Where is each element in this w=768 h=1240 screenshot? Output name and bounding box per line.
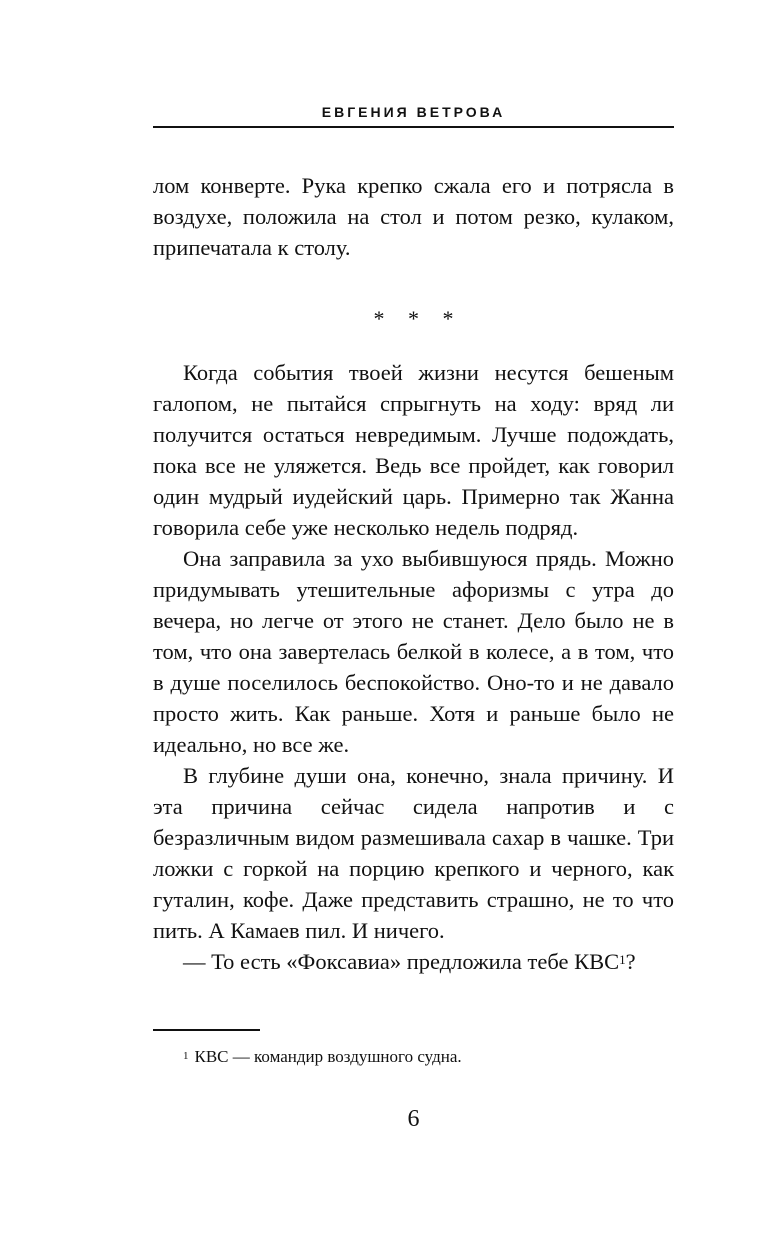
- page-number: 6: [407, 1106, 420, 1132]
- paragraph-2: Она заправила за ухо выбившуюся прядь. Можно придумывать утешительные афоризмы с утра до вечера, но легче от этого не станет. Дело было не в том, что она завертелась белкой в колесе, а в том, что в душе поселилось беспокойство. Оно-то и не давало просто жить. Как раньше. Хотя и раньше было не идеально, но все же.: [153, 546, 674, 757]
- paragraph-1: Когда события твоей жизни несутся бешеным галопом, не пытайся спрыгнуть на ходу: вряд ли получится остаться невредимым. Лучше подождать, пока все не уляжется. Ведь все пройдет, как говорил один мудрый иудейский царь. Примерно так Жанна говорила себе уже несколько недель подряд.: [153, 360, 674, 540]
- footnote-text: КВС — командир воздушного судна.: [194, 1047, 462, 1066]
- footnote-mark: 1: [183, 1050, 189, 1062]
- running-header-author: ЕВГЕНИЯ ВЕТРОВА: [321, 104, 506, 120]
- paragraph-3: В глубине души она, конечно, знала причину. И эта причина сейчас сидела напротив и с безразличным видом размешивала сахар в чашке. Три ложки с горкой на порцию крепкого и черного, как гуталин, кофе. Даже представить страшно, не то что пить. А Камаев пил. И ничего.: [153, 763, 674, 943]
- dialog-end: ?: [625, 949, 636, 974]
- paragraph-dialog: [153, 946, 674, 977]
- footnote-rule: [153, 1029, 260, 1031]
- paragraph-continuation: лом конверте. Рука крепко сжала его и потрясла в воздухе, положила на стол и потом резко, кулаком, припечатала к столу.: [153, 173, 674, 260]
- footnote: [183, 1045, 683, 1069]
- dialog-text: — То есть «Фоксавиа» предложила тебе КВС: [183, 949, 620, 974]
- header-rule: [153, 126, 674, 128]
- footnote-reference[interactable]: 1: [619, 952, 626, 967]
- section-separator: * * *: [373, 306, 454, 331]
- page-body: [153, 170, 674, 977]
